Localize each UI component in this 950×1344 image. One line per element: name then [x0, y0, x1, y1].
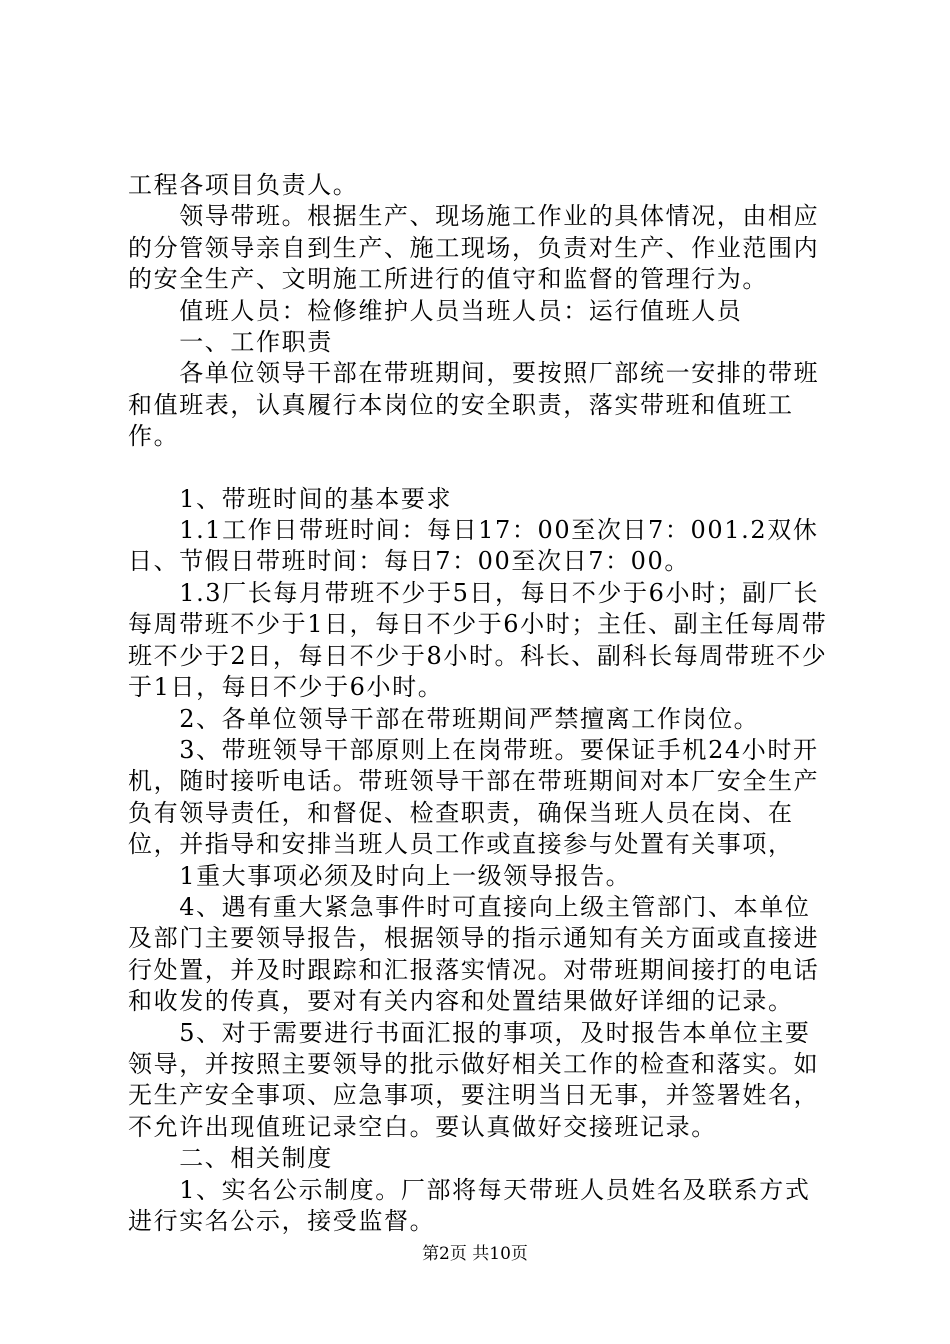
- paragraph-8: 1.1工作日带班时间：每日17：00至次日7：001.2双休日、节假日带班时间：每日7：00至次日7：00。: [128, 516, 819, 576]
- paragraph-11: 3、带班领导干部原则上在岗带班。要保证手机24小时开机，随时接听电话。带班领导干部在带班期间对本厂安全生产负有领导责任，和督促、检查职责，确保当班人员在岗、在位，并指导和安排当班人员工作或直接参与处置有关事项，: [128, 735, 820, 859]
- paragraph-14: 5、对于需要进行书面汇报的事项，及时报告本单位主要领导，并按照主要领导的批示做好相关工作的检查和落实。如无生产安全事项、应急事项，要注明当日无事，并签署姓名，不允许出现值班记录空白。要认真做好交接班记录。: [128, 1018, 820, 1141]
- paragraph-3: 值班人员：检修维护人员当班人员：运行值班人员: [128, 296, 743, 325]
- paragraph-1: 工程各项目负责人。: [128, 171, 359, 199]
- section-heading-related-systems: 二、相关制度: [128, 1144, 333, 1173]
- paragraph-10: 2、各单位领导干部在带班期间严禁擅离工作岗位。: [128, 704, 760, 733]
- section-heading-work-duties: 一、工作职责: [128, 328, 333, 357]
- document-body: [128, 170, 832, 1237]
- paragraph-16: 1、实名公示制度。厂部将每天带班人员姓名及联系方式进行实名公示，接受监督。: [128, 1175, 811, 1235]
- blank-line: [128, 453, 832, 484]
- subheading-shift-time-requirements: 1、带班时间的基本要求: [128, 484, 453, 513]
- paragraph-2: 领导带班。根据生产、现场施工作业的具体情况，由相应的分管领导亲自到生产、施工现场，负责对生产、作业范围内的安全生产、文明施工所进行的值守和监督的管理行为。: [128, 202, 820, 294]
- paragraph-5: 各单位领导干部在带班期间，要按照厂部统一安排的带班和值班表，认真履行本岗位的安全职责，落实带班和值班工作。: [128, 359, 820, 451]
- paragraph-13: 4、遇有重大紧急事件时可直接向上级主管部门、本单位及部门主要领导报告，根据领导的指示通知有关方面或直接进行处置，并及时跟踪和汇报落实情况。对带班期间接打的电话和收发的传真，要对有关内容和处置结果做好详细的记录。: [128, 892, 820, 1016]
- page-number-footer: 第2页 共10页: [422, 1244, 528, 1264]
- paragraph-12: 1重大事项必须及时向上一级领导报告。: [128, 861, 632, 890]
- paragraph-9: 1.3厂长每月带班不少于5日，每日不少于6小时；副厂长每周带班不少于1日，每日不少于6小时；主任、副主任每周带班不少于2日，每日不少于8小时。科长、副科长每周带班不少于1日，每日不少于6小时。: [128, 578, 828, 702]
